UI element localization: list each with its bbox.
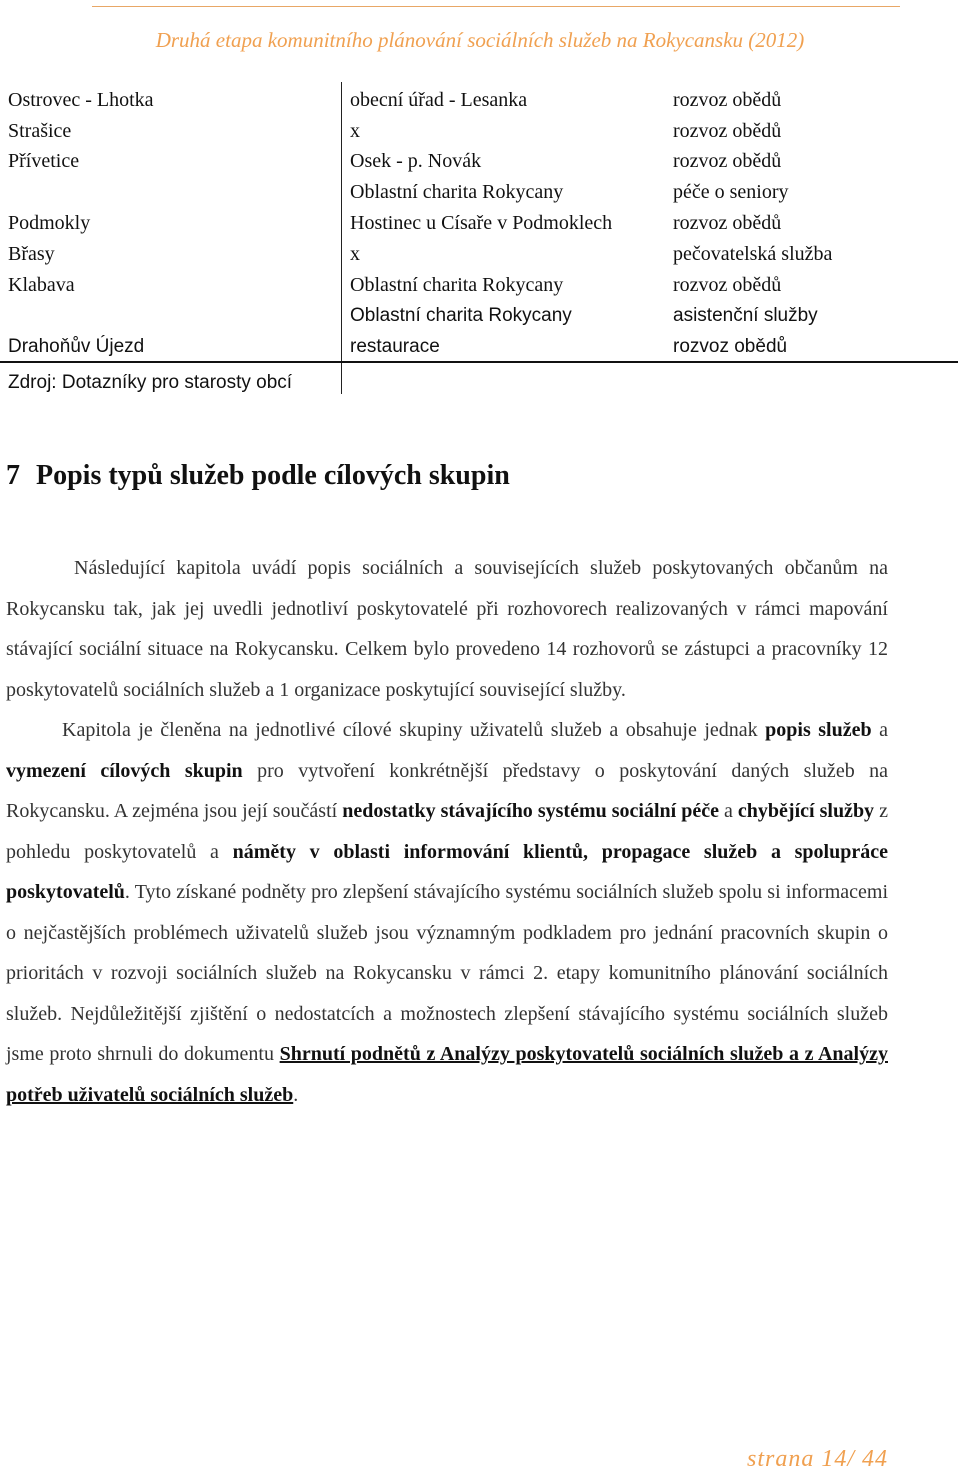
cell-sluzba: rozvoz obědů (673, 120, 782, 142)
table-row (0, 85, 960, 115)
cell-obec: Podmokly (8, 212, 91, 234)
cell-poskytovatel: Osek - p. Novák (350, 150, 482, 172)
cell-obec: Strašice (8, 120, 72, 142)
cell-poskytovatel: obecní úřad - Lesanka (350, 89, 528, 111)
cell-obec: Drahoňův Újezd (8, 336, 145, 357)
cell-obec: Břasy (8, 243, 55, 265)
table-row (0, 239, 960, 269)
paragraph (6, 710, 888, 1115)
cell-sluzba: rozvoz obědů (673, 212, 782, 234)
text-run: a (718, 800, 738, 822)
cell-obec: Přívetice (8, 150, 80, 172)
table-row (0, 146, 960, 176)
table-source-note: Zdroj: Dotazníky pro starosty obcí (8, 372, 293, 393)
body-text (6, 548, 888, 1115)
cell-sluzba: péče o seniory (673, 181, 789, 203)
section-title: Popis typů služeb podle cílových skupin (36, 460, 510, 491)
table-row (0, 270, 960, 300)
bold-text: chybějící služby (737, 800, 875, 822)
document-reference-link[interactable]: Shrnutí podnětů z Analýzy poskytovatelů sociálních služeb a z Analýzy potřeb uživatelů sociálních služeb (6, 1043, 888, 1106)
paragraph: Následující kapitola uvádí popis sociálních a souvisejících služeb poskytovaných občanům na Rokycansku tak, jak jej uvedli jednotliví poskytovatelé při rozhovorech realizovaných v rámci mapování stávající sociální situace na Rokycansku. Celkem bylo provedeno 14 rozhovorů se zástupci a pracovníky 12 poskytovatelů sociálních služeb a 1 organizace poskytující související služby. (6, 557, 888, 701)
bold-text: popis služeb (765, 719, 872, 741)
cell-sluzba: rozvoz obědů (673, 274, 782, 296)
cell-obec: Ostrovec - Lhotka (8, 89, 154, 111)
table-row (0, 332, 960, 362)
text-run: z pohledu poskytovatelů a (6, 800, 888, 863)
table-row (0, 208, 960, 238)
cell-obec: Klabava (8, 274, 75, 296)
section-number: 7 (6, 460, 20, 491)
section-heading (6, 456, 510, 496)
cell-sluzba: asistenční služby (673, 305, 818, 326)
cell-sluzba: rozvoz obědů (673, 150, 782, 172)
bold-text: nedostatky stávajícího systému sociální péče (342, 800, 719, 822)
text-run: a (871, 719, 888, 741)
cell-sluzba: rozvoz obědů (673, 89, 782, 111)
text-run: . Tyto získané podněty pro zlepšení stávajícího systému sociálních služeb spolu si informacemi o nejčastějších problémech uživatelů služeb jsou významným podkladem pro jednání pracovních skupin o prioritách v rozvoji sociálních služeb na Rokycansku v rámci 2. etapy komunitního plánování sociálních služeb. Nejdůležitější zjištění o nedostatcích a možnostech zlepšení stávajícího systému sociálních služeb jsme proto shrnuli do dokumentu (6, 881, 888, 1065)
table-row (0, 116, 960, 146)
text-run: . (293, 1083, 299, 1106)
cell-poskytovatel: Oblastní charita Rokycany (350, 274, 564, 296)
table-row (0, 177, 960, 207)
page-number: strana 14/ 44 (746, 1446, 888, 1472)
cell-poskytovatel: x (350, 120, 360, 142)
cell-poskytovatel: restaurace (350, 336, 440, 357)
table-row (0, 301, 960, 331)
cell-poskytovatel: x (350, 243, 360, 265)
cell-poskytovatel: Oblastní charita Rokycany (350, 181, 564, 203)
header-rule (92, 6, 900, 7)
cell-poskytovatel: Oblastní charita Rokycany (350, 305, 572, 326)
bold-text: vymezení cílových skupin (6, 759, 243, 782)
text-run: pro vytvoření konkrétnější představy o poskytování daných služeb na Rokycansku. A zejména jsou její součástí (6, 759, 889, 822)
cell-poskytovatel: Hostinec u Císaře v Podmoklech (350, 212, 613, 234)
cell-sluzba: pečovatelská služba (673, 243, 833, 265)
table-bottom-rule (0, 361, 958, 363)
bold-text: náměty v oblasti informování klientů, propagace služeb a spolupráce poskytovatelů (6, 840, 888, 903)
running-header: Druhá etapa komunitního plánování sociálních služeb na Rokycansku (2012) (155, 28, 805, 52)
cell-sluzba: rozvoz obědů (673, 336, 788, 357)
text-run: Kapitola je členěna na jednotlivé cílové skupiny uživatelů služeb a obsahuje jednak (62, 719, 766, 741)
